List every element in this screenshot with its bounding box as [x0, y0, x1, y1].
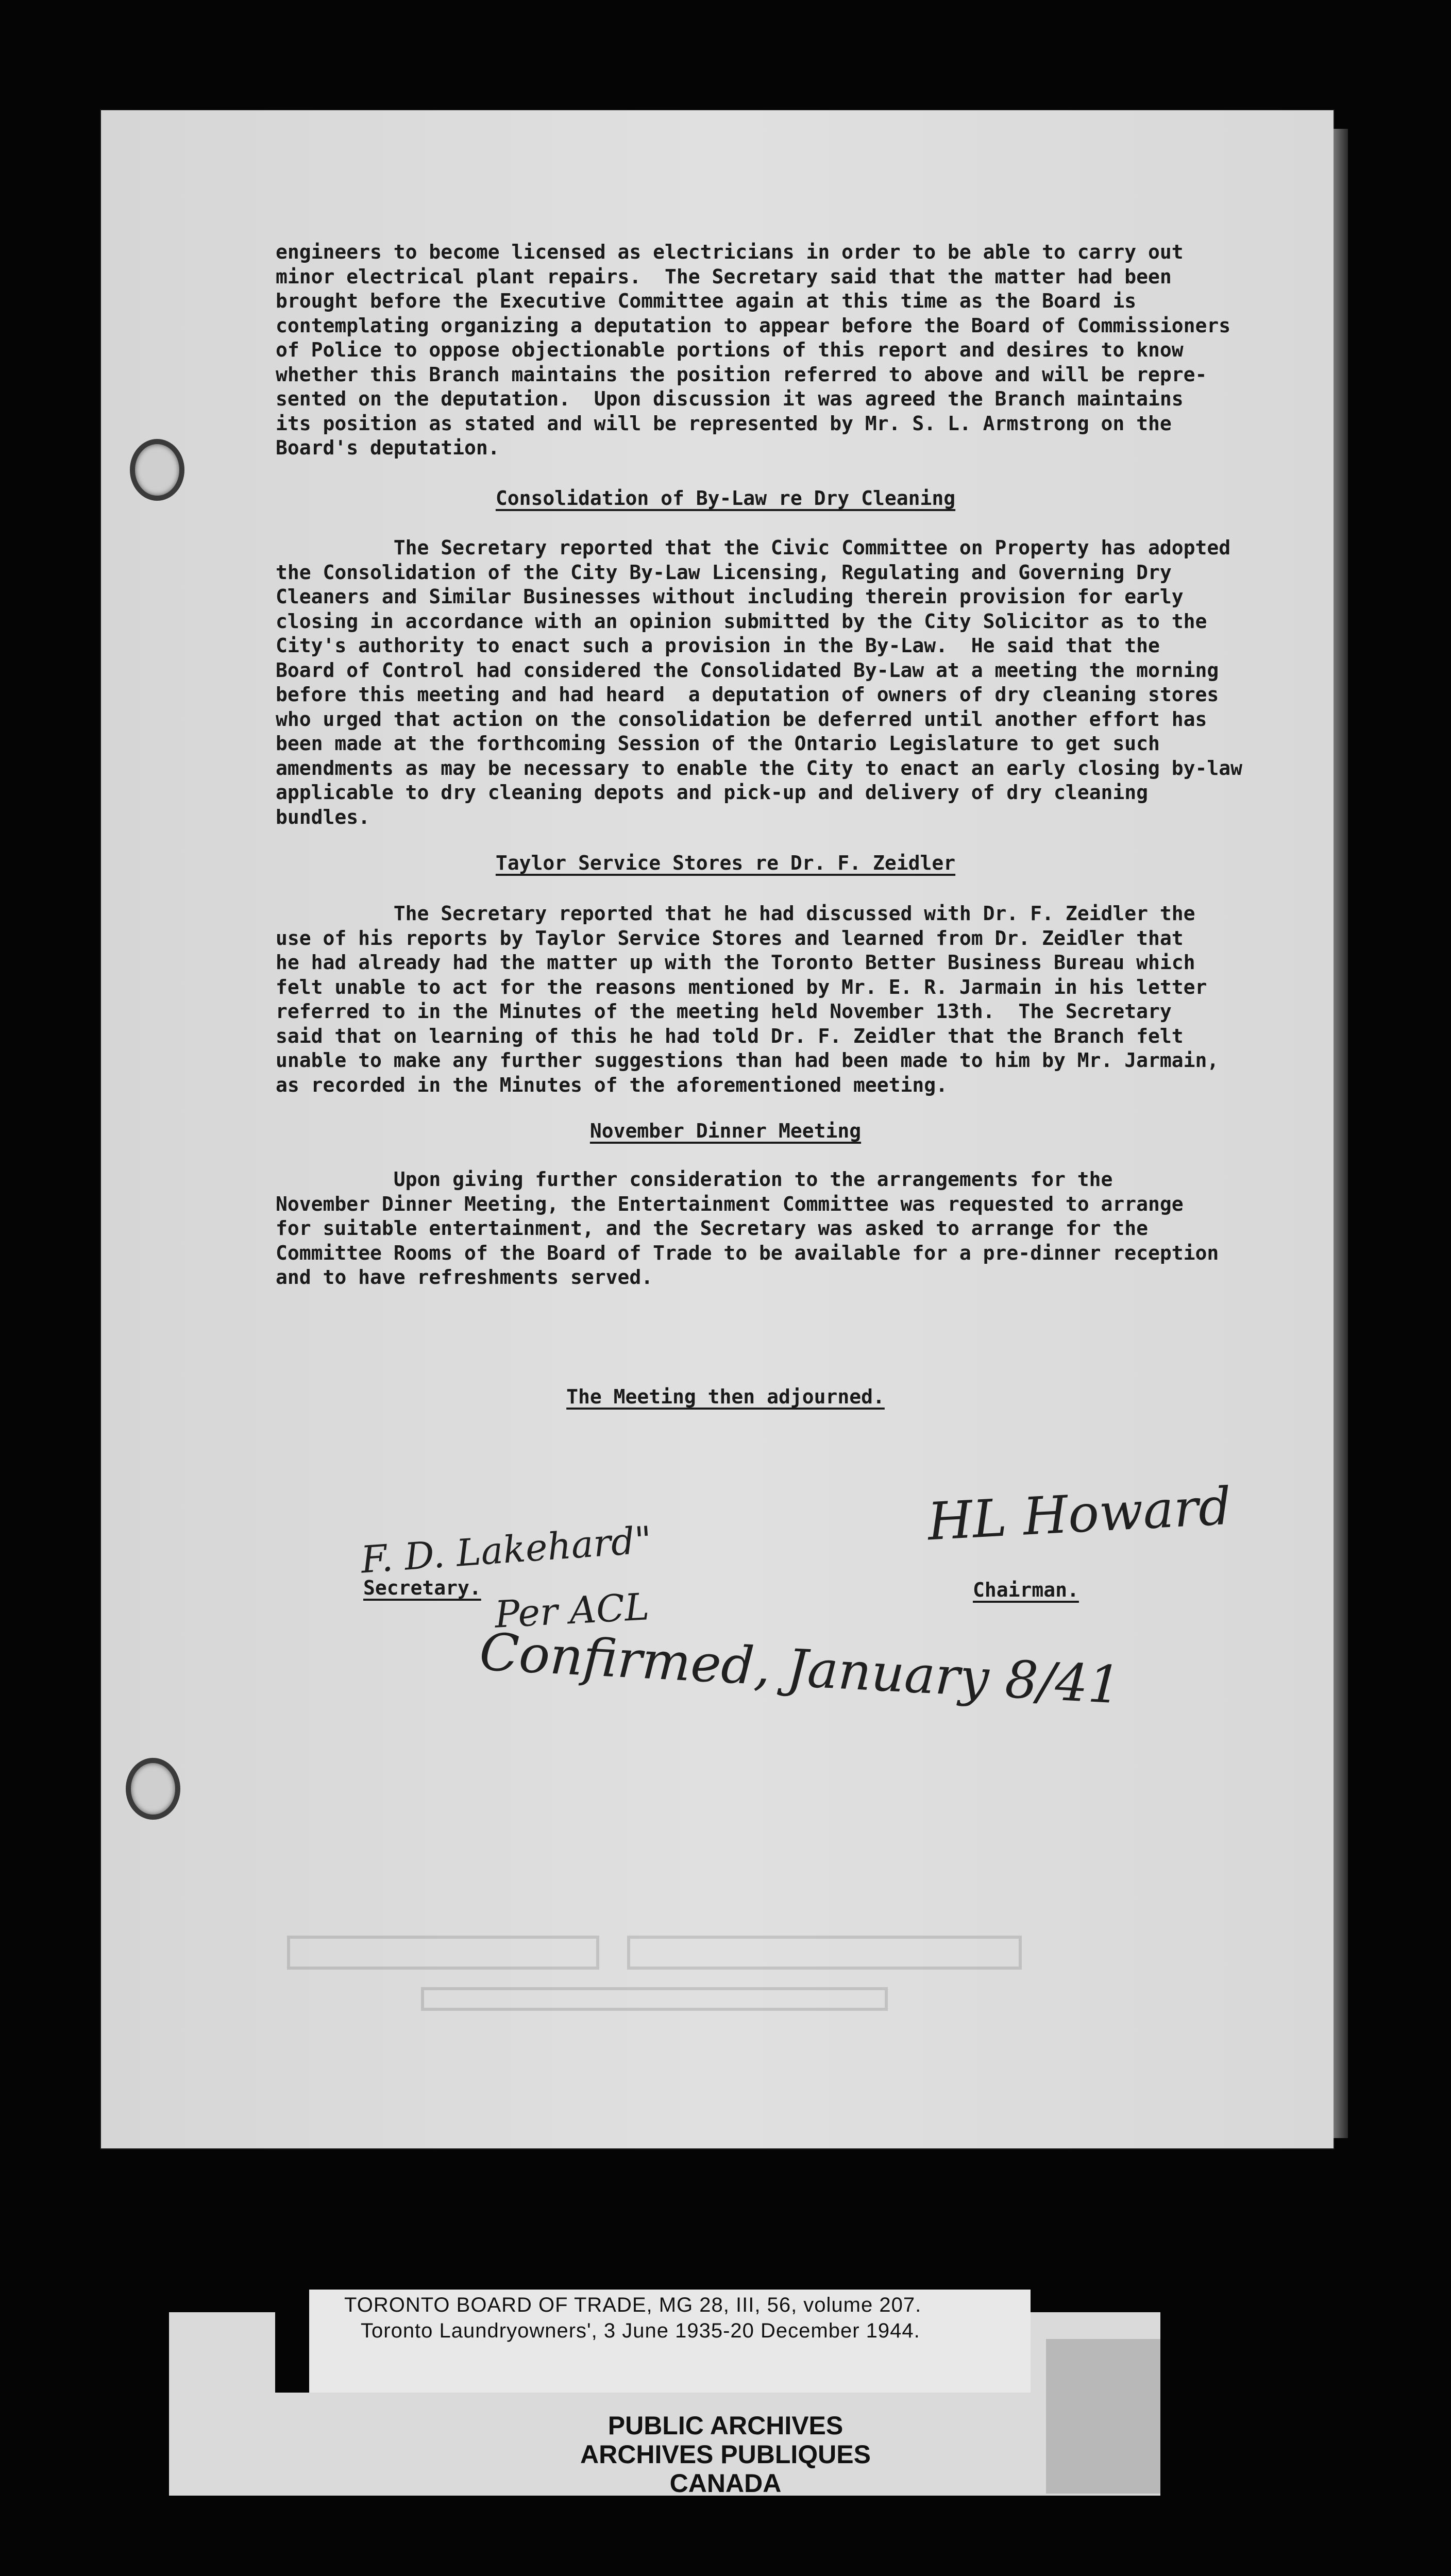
secretary-label: Secretary.: [363, 1577, 481, 1599]
punch-hole-bottom: [126, 1758, 180, 1820]
confirmed-date-note: Confirmed, January 8/41: [478, 1621, 1123, 1716]
archive-reference-line-1: TORONTO BOARD OF TRADE, MG 28, III, 56, volume 207.: [344, 2294, 922, 2316]
section-body-taylor-service: The Secretary reported that he had discussed with Dr. F. Zeidler the use of his reports by Taylor Service Stores and learned from Dr. Zeidler that he had already had the matter up with the Toronto Better Business Bureau which felt unable to act for the reasons mentioned by Mr. E. R. Jarmain in his letter referred to in the Minutes of the meeting held November 13th. The Secretary said that on learning of this he had told Dr. F. Zeidler that the Branch felt unable to make any further suggestions than had been made to him by Mr. Jarmain, as recorded in the Minutes of the aforementioned meeting.: [276, 902, 1219, 1096]
public-archives-stamp-line-1: PUBLIC ARCHIVES: [608, 2411, 843, 2440]
meeting-adjourned: The Meeting then adjourned.: [566, 1385, 885, 1408]
section-heading-dry-cleaning: Consolidation of By-Law re Dry Cleaning: [495, 487, 956, 510]
bleed-through-marks: [268, 1927, 1041, 2020]
section-heading-dinner-meeting: November Dinner Meeting: [589, 1120, 862, 1142]
slip-shadow: [275, 2290, 309, 2393]
chairman-label: Chairman.: [973, 1579, 1079, 1601]
section-body-dinner-meeting: Upon giving further consideration to the arrangements for the November Dinner Meeting, the Entertainment Committee was requested to arrange for suitable entertainment, and the Secretary was asked to arrange for the Committee Rooms of the Board of Trade to be available for a pre-dinner reception and to have refreshments served.: [276, 1168, 1219, 1289]
archive-reference-line-2: Toronto Laundryowners', 3 June 1935-20 December 1944.: [361, 2319, 920, 2342]
section-body-dry-cleaning: The Secretary reported that the Civic Committee on Property has adopted the Consolidation of the City By-Law Licensing, Regulating and Governing Dry Cleaners and Similar Businesses without including therein provision for early closing in accordance with an opinion submitted by the City Solicitor as to the City's authority to enact such a provision in the By-Law. He said that the Board of Control had considered the Consolidated By-Law at a meeting the morning before this meeting and had heard a deputation of owners of dry cleaning stores who urged that action on the consolidation be deferred until another effort has been made at the forthcoming Session of the Ontario Legislature to get such amendments as may be necessary to enable the City to enact an early closing by-law applicable to dry cleaning depots and pick-up and delivery of dry cleaning bundles.: [276, 536, 1242, 828]
opening-paragraph: engineers to become licensed as electricians in order to be able to carry out minor electrical plant repairs. The Secretary said that the matter had been brought before the Executive Committee again at this time as the Board is contemplating organizing a deputation to appear before the Board of Commissioners of Police to oppose objectionable portions of this report and desires to know whether this Branch maintains the position referred to above and will be repre- sented on the deputation. Upon discussion it was agreed the Branch maintains its position as stated and will be represented by Mr. S. L. Armstrong on the Board's deputation.: [276, 241, 1231, 459]
public-archives-stamp-line-2: ARCHIVES PUBLIQUES: [580, 2440, 871, 2469]
secretary-signature: F. D. Lakehard": [359, 1518, 653, 1582]
per-initials-note: Per ACL: [494, 1585, 651, 1636]
chairman-signature: HL Howard: [926, 1476, 1233, 1552]
section-heading-taylor-service: Taylor Service Stores re Dr. F. Zeidler: [495, 852, 956, 874]
public-archives-stamp-line-3: CANADA: [669, 2469, 782, 2498]
